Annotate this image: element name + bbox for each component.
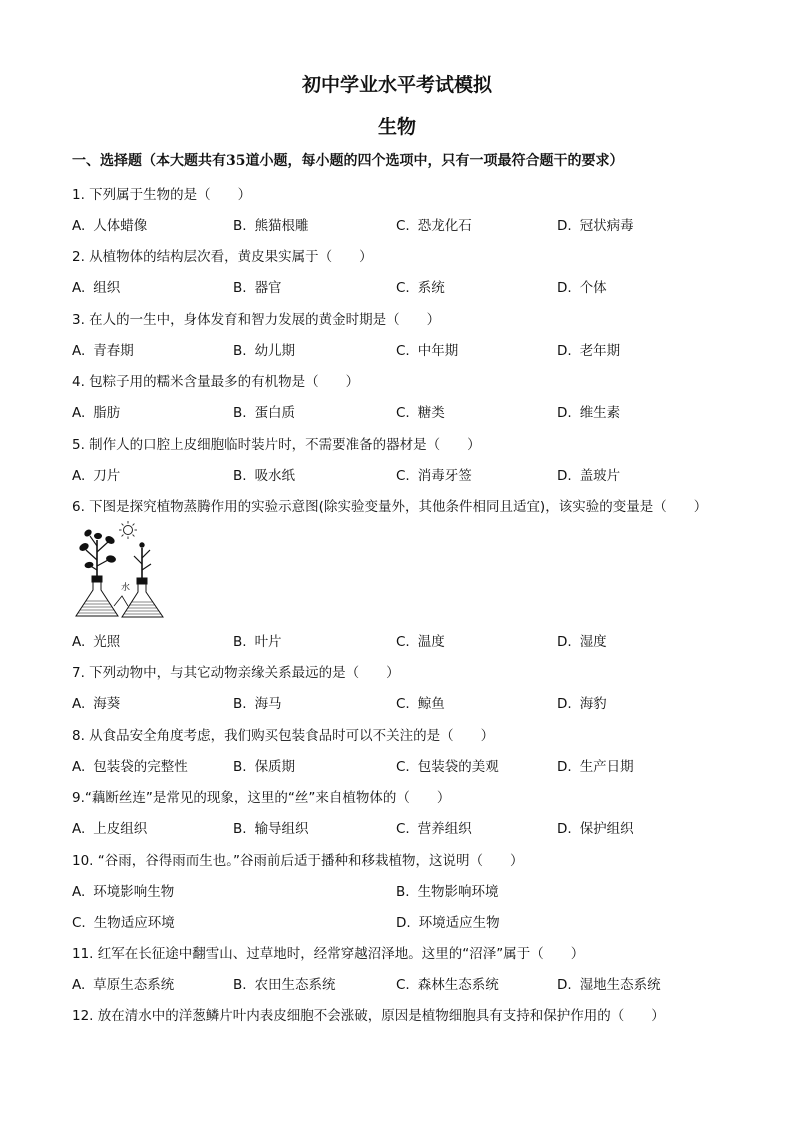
option: D. 保护组织 bbox=[557, 821, 634, 837]
option: A. 海葵 bbox=[72, 696, 121, 712]
question-10: 10. “谷雨，谷得雨而生也。”谷雨前后适于播种和移栽植物，这说明（ ） bbox=[72, 853, 524, 869]
option: C. 森林生态系统 bbox=[396, 977, 499, 993]
option: D. 冠状病毒 bbox=[557, 218, 634, 234]
option: B. 输导组织 bbox=[233, 821, 309, 837]
question-9: 9.“藕断丝连”是常见的现象，这里的“丝”来自植物体的（ ） bbox=[72, 790, 451, 806]
section-heading: 一、选择题（本大题共有35道小题，每小题的四个选项中，只有一项最符合题干的要求） bbox=[72, 153, 624, 169]
option: C. 鲸鱼 bbox=[396, 696, 445, 712]
option: B. 器官 bbox=[233, 280, 282, 296]
option: B. 熊猫根雕 bbox=[233, 218, 309, 234]
option: B. 生物影响环境 bbox=[396, 884, 499, 900]
exam-title: 初中学业水平考试模拟 bbox=[301, 74, 492, 96]
option: C. 中年期 bbox=[396, 343, 459, 359]
option: A. 环境影响生物 bbox=[72, 884, 175, 900]
option: C. 生物适应环境 bbox=[72, 915, 175, 931]
exam-subject: 生物 bbox=[377, 116, 416, 138]
option: A. 人体蜡像 bbox=[72, 218, 148, 234]
option: A. 上皮组织 bbox=[72, 821, 148, 837]
option: B. 叶片 bbox=[233, 634, 282, 650]
option: A. 刀片 bbox=[72, 468, 121, 484]
sun-icon bbox=[119, 521, 137, 539]
option: B. 蛋白质 bbox=[233, 405, 296, 421]
option: B. 海马 bbox=[233, 696, 282, 712]
option: C. 营养组织 bbox=[396, 821, 472, 837]
option: B. 农田生态系统 bbox=[233, 977, 336, 993]
transpiration-experiment-figure bbox=[70, 520, 170, 620]
plant-without-leaves bbox=[134, 543, 151, 580]
option: D. 个体 bbox=[557, 280, 607, 296]
option: D. 湿地生态系统 bbox=[557, 977, 661, 993]
option: A. 光照 bbox=[72, 634, 121, 650]
figure-label-water: 水 bbox=[121, 583, 131, 593]
question-2: 2. 从植物体的结构层次看，黄皮果实属于（ ） bbox=[72, 249, 373, 265]
option: C. 消毒牙签 bbox=[396, 468, 472, 484]
question-11: 11. 红军在长征途中翻雪山、过草地时，经常穿越沼泽地。这里的“沼泽”属于（ ） bbox=[72, 946, 585, 962]
question-6: 6. 下图是探究植物蒸腾作用的实验示意图(除实验变量外，其他条件相同且适宜)，该实验的变量是（ ） bbox=[72, 499, 708, 515]
option: C. 系统 bbox=[396, 280, 445, 296]
option: C. 恐龙化石 bbox=[396, 218, 472, 234]
option: D. 海豹 bbox=[557, 696, 607, 712]
option: A. 草原生态系统 bbox=[72, 977, 175, 993]
option: C. 包装袋的美观 bbox=[396, 759, 499, 775]
option: D. 湿度 bbox=[557, 634, 607, 650]
question-7: 7. 下列动物中，与其它动物亲缘关系最远的是（ ） bbox=[72, 665, 400, 681]
option: D. 维生素 bbox=[557, 405, 621, 421]
question-12: 12. 放在清水中的洋葱鳞片叶内表皮细胞不会涨破，原因是植物细胞具有支持和保护作用的（ ） bbox=[72, 1008, 665, 1024]
question-3: 3. 在人的一生中，身体发育和智力发展的黄金时期是（ ） bbox=[72, 312, 441, 328]
question-5: 5. 制作人的口腔上皮细胞临时装片时，不需要准备的器材是（ ） bbox=[72, 437, 481, 453]
plant-with-leaves bbox=[79, 529, 116, 578]
option: D. 生产日期 bbox=[557, 759, 634, 775]
question-8: 8. 从食品安全角度考虑，我们购买包装食品时可以不关注的是（ ） bbox=[72, 728, 495, 744]
option: B. 吸水纸 bbox=[233, 468, 296, 484]
flask-left bbox=[76, 576, 118, 616]
option: C. 糖类 bbox=[396, 405, 445, 421]
question-1: 1. 下列属于生物的是（ ） bbox=[72, 187, 252, 203]
option: B. 幼儿期 bbox=[233, 343, 296, 359]
option: A. 脂肪 bbox=[72, 405, 121, 421]
option: D. 盖玻片 bbox=[557, 468, 621, 484]
option: C. 温度 bbox=[396, 634, 445, 650]
option: D. 环境适应生物 bbox=[396, 915, 500, 931]
option: D. 老年期 bbox=[557, 343, 621, 359]
option: A. 包装袋的完整性 bbox=[72, 759, 188, 775]
option: A. 青春期 bbox=[72, 343, 134, 359]
option: B. 保质期 bbox=[233, 759, 296, 775]
option: A. 组织 bbox=[72, 280, 121, 296]
question-4: 4. 包粽子用的糯米含量最多的有机物是（ ） bbox=[72, 374, 360, 390]
